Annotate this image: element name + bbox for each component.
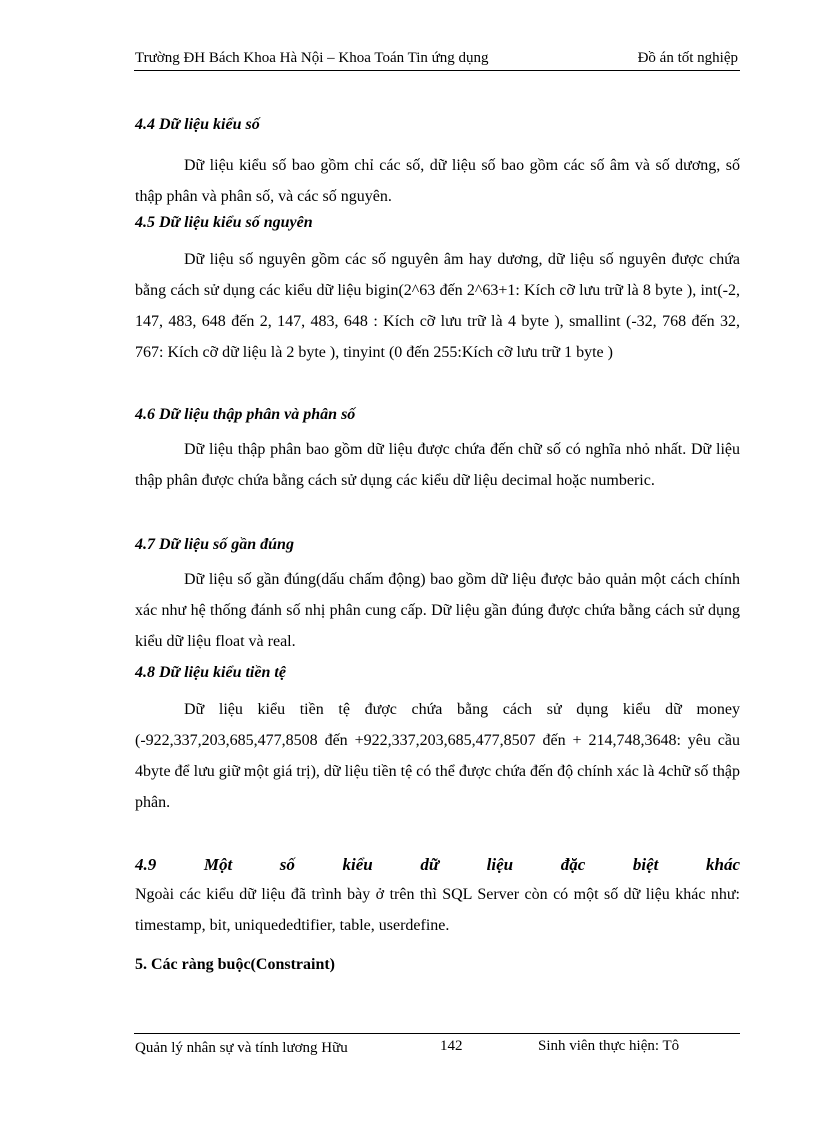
section-body: Dữ liệu kiểu số bao gồm chỉ các số, dữ liệu số bao gồm các số âm và số dương, số thập phân và phân số, và các số nguyên. — [135, 157, 740, 205]
header-doc-type: Đồ án tốt nghiệp — [637, 50, 738, 66]
header-institution: Trường ĐH Bách Khoa Hà Nội – Khoa Toán Tin ứng dụng — [135, 50, 489, 66]
section-title: 4.4 Dữ liệu kiểu số — [135, 116, 260, 133]
section-body: Dữ liệu thập phân bao gồm dữ liệu được chứa đến chữ số có nghĩa nhỏ nhất. Dữ liệu thập phân được chứa bằng cách sử dụng các kiểu dữ liệu decimal hoặc numberic. — [135, 441, 740, 489]
section-4-5 — [135, 212, 740, 368]
section-title: 5. Các ràng buộc(Constraint) — [135, 956, 335, 973]
page-footer — [134, 1033, 740, 1056]
page-header — [134, 50, 740, 71]
section-body: Ngoài các kiểu dữ liệu đã trình bày ở trên thì SQL Server còn có một số dữ liệu khác như: timestamp, bit, uniquededtifier, table, userdefine. — [135, 886, 740, 934]
section-4-4 — [135, 114, 740, 212]
page-number: 142 — [440, 1038, 463, 1054]
section-body: Dữ liệu kiểu tiền tệ được chứa bằng cách sử dụng kiểu dữ money (-922,337,203,685,477,8508 đến +922,337,203,685,477,8507 đến + 214,748,3648: yêu cầu 4byte để lưu giữ một giá trị), dữ liệu tiền tệ có thể được chứa đến độ chính xác là 4chữ số thập phân. — [135, 701, 740, 811]
section-4-7 — [135, 534, 740, 657]
section-title: 4.7 Dữ liệu số gần đúng — [135, 536, 294, 553]
section-body: Dữ liệu số gần đúng(dấu chấm động) bao gồm dữ liệu được bảo quản một cách chính xác như hệ thống đánh số nhị phân cung cấp. Dữ liệu gần đúng được chứa bằng cách sử dụng kiểu dữ liệu float và real. — [135, 571, 740, 650]
section-title: 4.5 Dữ liệu kiểu số nguyên — [135, 214, 313, 231]
section-4-8 — [135, 662, 740, 818]
section-title: 4.9 Một số kiểu dữ liệu đặc biệt khác — [135, 855, 740, 874]
footer-project-title: Quản lý nhân sự và tính lương Hữu — [135, 1040, 348, 1056]
section-title: 4.8 Dữ liệu kiểu tiền tệ — [135, 664, 286, 681]
section-5 — [135, 956, 740, 974]
footer-author: Sinh viên thực hiện: Tô — [538, 1038, 680, 1054]
section-title: 4.6 Dữ liệu thập phân và phân số — [135, 406, 356, 423]
section-body: Dữ liệu số nguyên gồm các số nguyên âm hay dương, dữ liệu số nguyên được chứa bằng cách sử dụng các kiểu dữ liệu bigin(2^63 đến 2^63+1: Kích cỡ lưu trữ là 8 byte ), int(-2, 147, 483, 648 đến 2, 147, 483, 648 : Kích cỡ lưu trữ là 4 byte ), smallint (-32, 768 đến 32, 767: Kích cỡ dữ liệu là 2 byte ), tinyint (0 đến 255:Kích cỡ lưu trữ 1 byte ) — [135, 251, 740, 361]
section-4-9 — [135, 854, 740, 941]
section-4-6 — [135, 404, 740, 496]
